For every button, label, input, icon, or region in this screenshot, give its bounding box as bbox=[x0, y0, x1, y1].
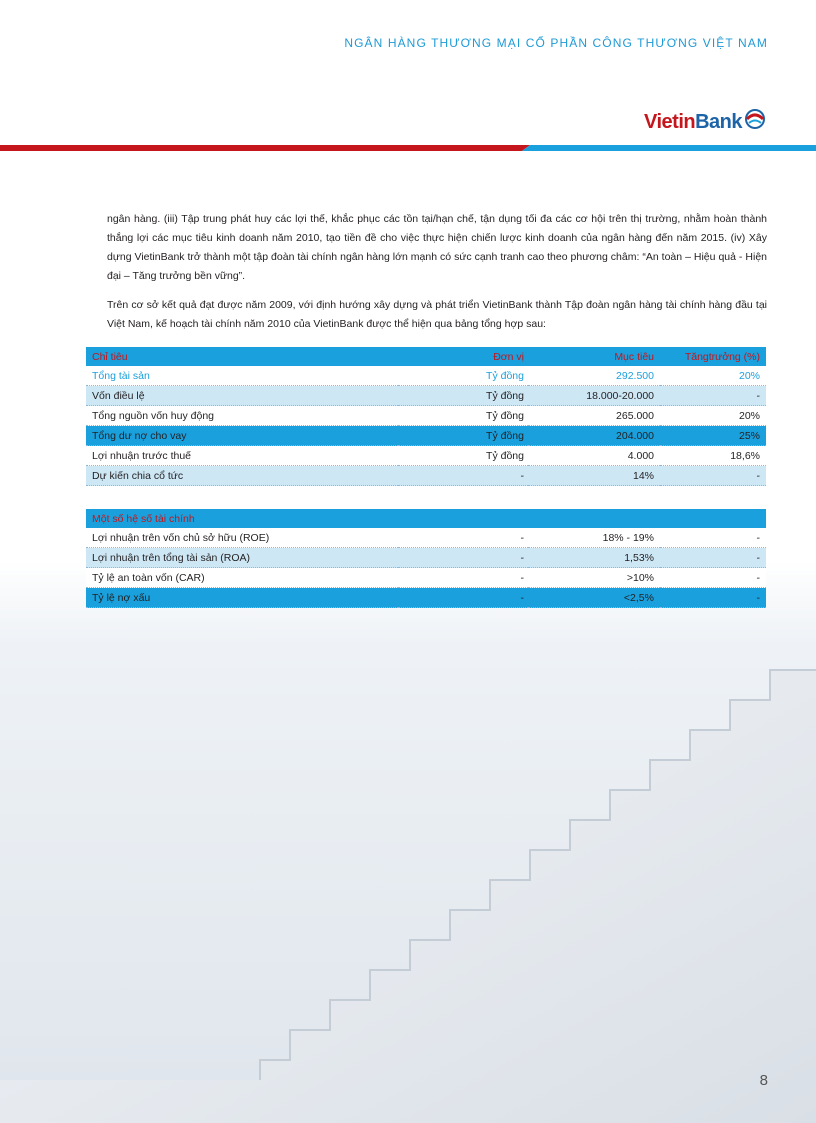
cell-indicator: Tỷ lệ nợ xấu bbox=[86, 588, 398, 608]
table-row bbox=[86, 386, 766, 406]
table-header-row bbox=[86, 509, 766, 528]
cell-unit: Tỷ đồng bbox=[398, 366, 528, 386]
table-row bbox=[86, 548, 766, 568]
header-divider bbox=[0, 145, 816, 151]
cell-growth: - bbox=[660, 528, 766, 548]
vietinbank-logo bbox=[644, 108, 766, 136]
paragraph-2: Trên cơ sở kết quả đạt được năm 2009, với định hướng xây dựng và phát triển VietinBank thành Tập đoàn ngân hàng tài chính hàng đầu tại Việt Nam, kế hoạch tài chính năm 2010 của VietinBank được thể hiện qua bảng tổng hợp sau: bbox=[107, 299, 767, 330]
cell-target: 204.000 bbox=[528, 426, 660, 446]
cell-unit: - bbox=[398, 568, 528, 588]
cell-unit: Tỷ đồng bbox=[398, 446, 528, 466]
cell-target: 1,53% bbox=[528, 548, 660, 568]
table-row bbox=[86, 426, 766, 446]
cell-growth: - bbox=[660, 548, 766, 568]
header-growth: Tăngtrưởng (%) bbox=[660, 347, 766, 366]
cell-indicator: Lợi nhuận trên tổng tài sản (ROA) bbox=[86, 548, 398, 568]
cell-unit: Tỷ đồng bbox=[398, 406, 528, 426]
document-header-title: NGÂN HÀNG THƯƠNG MẠI CỔ PHẦN CÔNG THƯƠNG VIỆT NAM bbox=[344, 36, 768, 50]
financial-plan-table bbox=[86, 347, 766, 486]
cell-unit: - bbox=[398, 548, 528, 568]
header-target: Mục tiêu bbox=[528, 347, 660, 366]
cell-target: 265.000 bbox=[528, 406, 660, 426]
table-row bbox=[86, 568, 766, 588]
cell-indicator: Vốn điều lệ bbox=[86, 386, 398, 406]
table-row bbox=[86, 588, 766, 608]
page-number: 8 bbox=[759, 1072, 768, 1089]
cell-indicator: Tỷ lệ an toàn vốn (CAR) bbox=[86, 568, 398, 588]
cell-unit: Tỷ đồng bbox=[398, 426, 528, 446]
plan-paragraph bbox=[107, 296, 767, 334]
header-unit: Đơn vị bbox=[398, 347, 528, 366]
cell-indicator: Tổng nguồn vốn huy động bbox=[86, 406, 398, 426]
cell-unit: - bbox=[398, 466, 528, 486]
cell-growth: - bbox=[660, 568, 766, 588]
cell-growth: 18,6% bbox=[660, 446, 766, 466]
cell-target: 4.000 bbox=[528, 446, 660, 466]
header-ratios: Một số hệ số tài chính bbox=[86, 509, 766, 528]
cell-indicator: Lợi nhuận trên vốn chủ sở hữu (ROE) bbox=[86, 528, 398, 548]
logo-wordmark bbox=[644, 111, 742, 134]
cell-target: 18.000-20.000 bbox=[528, 386, 660, 406]
staircase-background-image bbox=[0, 560, 816, 1123]
table-row bbox=[86, 528, 766, 548]
cell-indicator: Lợi nhuận trước thuế bbox=[86, 446, 398, 466]
cell-target: <2,5% bbox=[528, 588, 660, 608]
table-row bbox=[86, 406, 766, 426]
cell-indicator: Tổng tài sản bbox=[86, 366, 398, 386]
cell-growth: 25% bbox=[660, 426, 766, 446]
paragraph-1: ngân hàng. (iii) Tập trung phát huy các lợi thế, khắc phục các tồn tại/hạn chế, tận dụng tối đa các cơ hội trên thị trường, nhằm hoàn thành thắng lợi các mục tiêu kinh doanh năm 2010, tạo tiền đề cho việc thực hiện chiến lược kinh doanh của ngân hàng đến năm 2015. (iv) Xây dựng VietinBank trở thành một tập đoàn tài chính ngân hàng lớn mạnh có sức cạnh tranh cao theo phương châm: “An toàn – Hiệu quả - Hiện đại – Tăng trưởng bền vững”. bbox=[107, 213, 767, 282]
cell-growth: 20% bbox=[660, 406, 766, 426]
cell-target: 292.500 bbox=[528, 366, 660, 386]
cell-growth: - bbox=[660, 588, 766, 608]
cell-growth: - bbox=[660, 466, 766, 486]
cell-growth: 20% bbox=[660, 366, 766, 386]
logo-word-bank: Bank bbox=[695, 110, 742, 133]
table-header-row bbox=[86, 347, 766, 366]
table-row bbox=[86, 446, 766, 466]
cell-indicator: Tổng dư nợ cho vay bbox=[86, 426, 398, 446]
cell-unit: - bbox=[398, 528, 528, 548]
cell-target: >10% bbox=[528, 568, 660, 588]
table-row bbox=[86, 466, 766, 486]
financial-ratios-table bbox=[86, 509, 766, 608]
intro-paragraph bbox=[107, 210, 767, 286]
cell-unit: Tỷ đồng bbox=[398, 386, 528, 406]
cell-unit: - bbox=[398, 588, 528, 608]
logo-globe-icon bbox=[744, 108, 766, 130]
table-row bbox=[86, 366, 766, 386]
cell-target: 18% - 19% bbox=[528, 528, 660, 548]
cell-target: 14% bbox=[528, 466, 660, 486]
cell-growth: - bbox=[660, 386, 766, 406]
logo-word-vietin: Vietin bbox=[644, 110, 696, 133]
header-indicator: Chỉ tiêu bbox=[86, 347, 398, 366]
cell-indicator: Dự kiến chia cổ tức bbox=[86, 466, 398, 486]
